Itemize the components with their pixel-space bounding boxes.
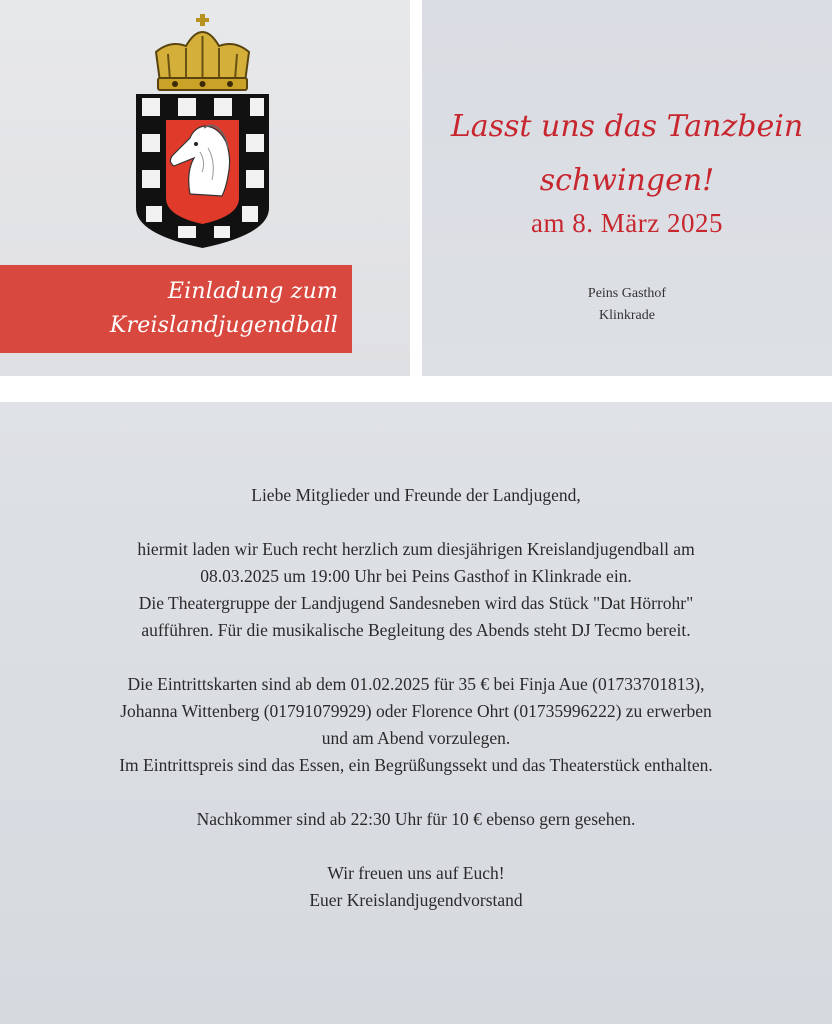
letter-line: und am Abend vorzulegen.: [321, 728, 511, 748]
headline-line-2: schwingen!: [539, 163, 715, 198]
letter-signature: Euer Kreislandjugendvorstand: [309, 890, 523, 910]
crown-icon: [156, 14, 249, 90]
invitation-title-panel: [422, 0, 832, 376]
invitation-banner: [0, 265, 352, 353]
banner-line-2: Kreislandjugendball: [109, 313, 338, 338]
letter-body: [0, 482, 832, 914]
coat-of-arms-icon: [130, 12, 275, 252]
letter-line: Die Theatergruppe der Landjugend Sandesneben wird das Stück "Dat Hörrohr": [138, 593, 694, 613]
invitation-letter-panel: [0, 402, 832, 1024]
event-date: am 8. März 2025: [531, 208, 723, 238]
letter-line: Die Eintrittskarten sind ab dem 01.02.2025 für 35 € bei Finja Aue (01733701813),: [127, 674, 705, 694]
letter-line: Johanna Wittenberg (01791079929) oder Florence Ohrt (01735996222) zu erwerben: [120, 701, 712, 721]
letter-latecomers: Nachkommer sind ab 22:30 Uhr für 10 € ebenso gern gesehen.: [196, 809, 636, 829]
banner-line-1: Einladung zum: [167, 279, 338, 304]
invitation-front-panel: [0, 0, 410, 376]
letter-line: aufführen. Für die musikalische Begleitung des Abends steht DJ Tecmo bereit.: [141, 620, 691, 640]
letter-line: Im Eintrittspreis sind das Essen, ein Begrüßungssekt und das Theaterstück enthalten.: [119, 755, 713, 775]
headline: [422, 100, 832, 208]
letter-line: 08.03.2025 um 19:00 Uhr bei Peins Gasthof in Klinkrade ein.: [200, 566, 632, 586]
venue-town: Klinkrade: [599, 308, 655, 323]
letter-closing: Wir freuen uns auf Euch!: [327, 863, 505, 883]
headline-line-1: Lasst uns das Tanzbein: [450, 109, 804, 144]
banner-title: [8, 275, 338, 343]
venue-name: Peins Gasthof: [587, 286, 667, 301]
letter-line: hiermit laden wir Euch recht herzlich zum diesjährigen Kreislandjugendball am: [137, 539, 695, 559]
letter-greeting: Liebe Mitglieder und Freunde der Landjugend,: [251, 485, 581, 505]
